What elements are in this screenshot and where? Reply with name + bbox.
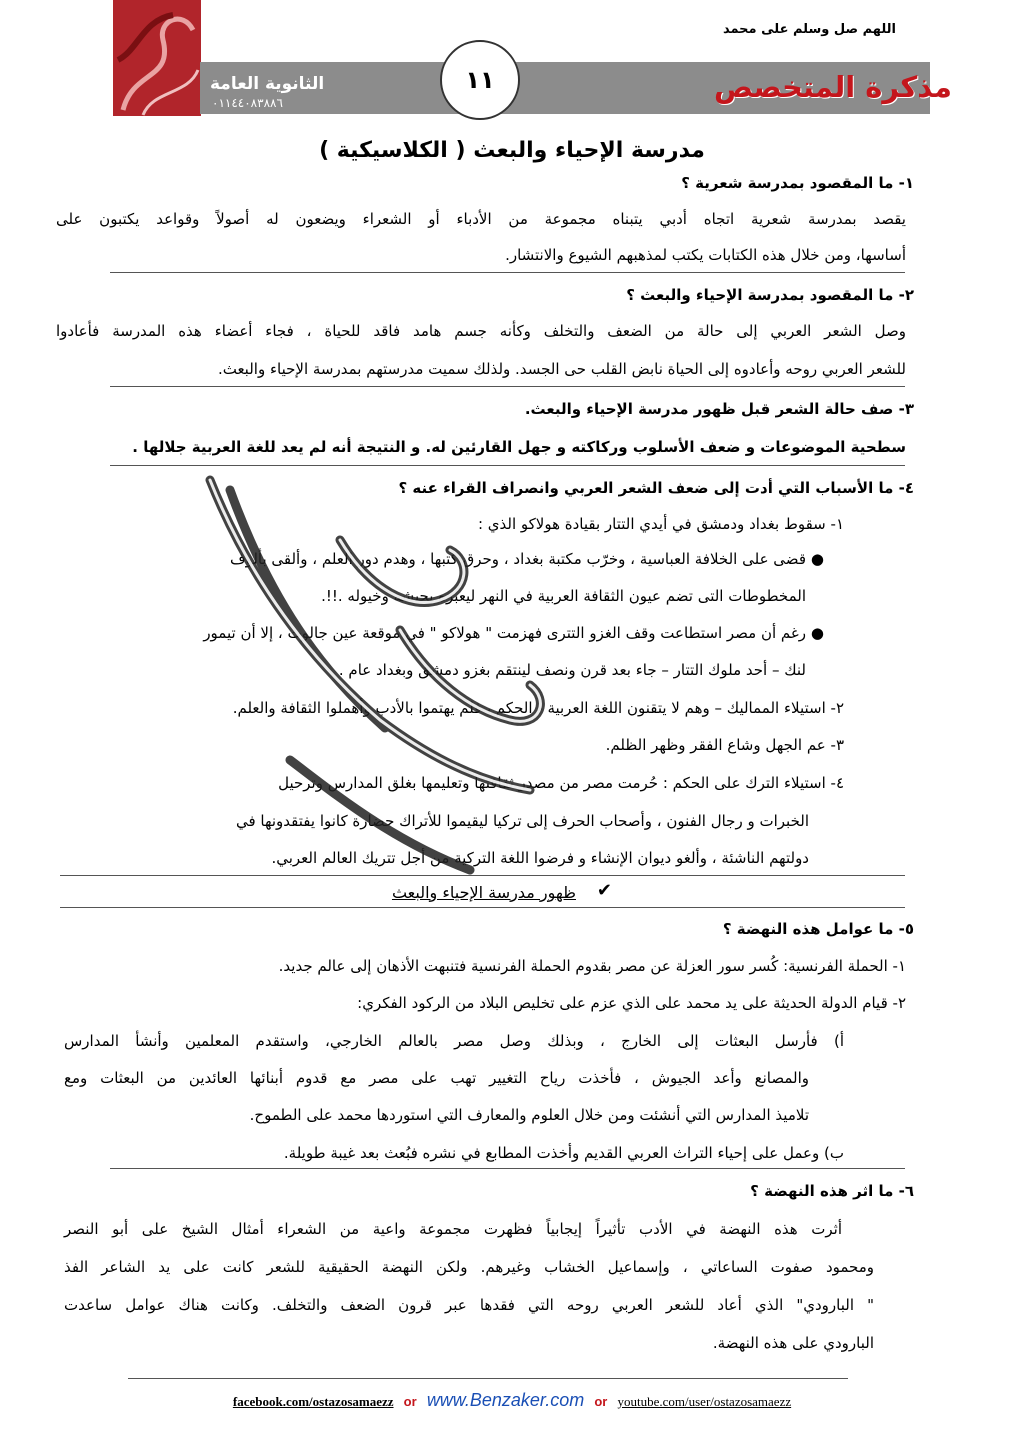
divider xyxy=(60,907,905,908)
question-4: ٤- ما الأسباب التي أدت إلى ضعف الشعر العربي وانصراف القراء عنه ؟ xyxy=(398,479,914,497)
prayer-text: اللهم صل وسلم على محمد xyxy=(722,22,896,37)
phone-number: ٠١١٤٤٠٨٣٨٨٦ xyxy=(212,96,283,110)
ornament-icon xyxy=(113,0,201,116)
q1-answer-line-1: يقصد بمدرسة شعرية اتجاه أدبي يتبناه مجموعة من الأدباء أو الشعراء ويضعون له أصولاً وقواعد يكتبون على xyxy=(56,210,906,228)
bullet-icon: ● xyxy=(810,624,824,642)
divider xyxy=(110,272,905,273)
q6-line-1: أثرت هذه النهضة في الأدب تأثيراً إيجابياً فظهرت مجموعة واعية من الشعراء أمثال الشيخ على أبو النصر xyxy=(64,1220,842,1238)
q1-answer-line-2: أساسها، ومن خلال هذه الكتابات يكتب لمذهبهم الشيوع والانتشار. xyxy=(505,246,906,264)
benzaker-link[interactable]: www.Benzaker.com xyxy=(426,1390,585,1410)
bullet-icon: ● xyxy=(810,550,824,568)
page-title: مدرسة الإحياء والبعث ( الكلاسيكية ) xyxy=(319,138,705,163)
q2-answer-line-2: للشعر العربي روحه وأعادوه إلى الحياة نابض القلب حى الجسد. ولذلك سميت مدرستهم بمدرسة الإحياء والبعث. xyxy=(217,360,906,378)
divider xyxy=(110,386,905,387)
divider xyxy=(110,465,905,466)
brand-title: مذكرة المتخصص xyxy=(714,70,952,104)
q5-item-1: ١- الحملة الفرنسية: كُسر سور العزلة عن مصر بقدوم الحملة الفرنسية فتنبهت الأذهان إلى عالم جديد. xyxy=(278,957,906,975)
q4-item-4-line-2: الخبرات و رجال الفنون ، وأصحاب الحرف إلى تركيا ليقيموا للأتراك حضارة كانوا يفتقدونها في xyxy=(235,812,809,830)
section-heading: ظهور مدرسة الإحياء والبعث xyxy=(391,883,576,902)
check-icon: ✔ xyxy=(596,880,612,901)
question-3: ٣- صف حالة الشعر قبل ظهور مدرسة الإحياء والبعث. xyxy=(524,400,914,418)
q5-b-line: ب) وعمل على إحياء التراث العربي القديم وأخذت المطابع في نشره فبُعث بعد غيبة طويلة. xyxy=(283,1144,844,1162)
question-6: ٦- ما اثر هذه النهضة ؟ xyxy=(750,1182,914,1200)
question-2: ٢- ما المقصود بمدرسة الإحياء والبعث ؟ xyxy=(626,286,914,304)
question-1: ١- ما المقصود بمدرسة شعرية ؟ xyxy=(681,174,914,192)
school-label: الثانوية العامة xyxy=(210,74,325,94)
logo-ornament xyxy=(113,0,201,116)
q5-item-2: ٢- قيام الدولة الحديثة على يد محمد على الذي عزم على تخليص البلاد من الركود الفكري: xyxy=(357,994,906,1012)
q4-item-4-line-1: ٤- استيلاء الترك على الحكم : حُرمت مصر من مصدر ثقافتها وتعليمها بغلق المدارس وترحيل xyxy=(278,774,844,792)
q4-item-3: ٣- عم الجهل وشاع الفقر وظهر الظلم. xyxy=(605,736,844,754)
or-separator: or xyxy=(594,1394,608,1409)
divider xyxy=(60,875,905,876)
q5-a-line-2: والمصانع وأعد الجيوش ، فأخذت رياح التغيير تهب على مصر مع قدوم أبنائها العائدين من البعثات ومع xyxy=(64,1069,809,1087)
q4-bullet-1-line-1: قضى على الخلافة العباسية ، وخرّب مكتبة بغداد ، وحرق كتبها ، وهدم دور العلم ، وألقى بألوف xyxy=(230,550,806,568)
or-separator: or xyxy=(403,1394,417,1409)
q3-answer: سطحية الموضوعات و ضعف الأسلوب وركاكته و جهل القارئين له. و النتيجة أنه لم يعد للغة العربية جلالها . xyxy=(132,438,906,456)
facebook-link[interactable]: facebook.com/ostazosamaezz xyxy=(232,1394,394,1409)
q6-line-2: ومحمود صفوت الساعاتي ، وإسماعيل الخشاب وغيرهم. ولكن النهضة الحقيقية للشعر كانت على يد الشاعر الفذ xyxy=(64,1258,874,1276)
question-5: ٥- ما عوامل هذه النهضة ؟ xyxy=(722,920,914,938)
page-number: ١١ xyxy=(440,40,520,120)
q4-item-2: ٢- استيلاء المماليك – وهم لا يتقنون اللغة العربية - الحكم ، فلم يهتموا بالأدب وأهملوا الثقافة والعلم. xyxy=(232,699,844,717)
q6-line-4: البارودي على هذه النهضة. xyxy=(712,1334,874,1352)
q4-bullet-2-line-2: لنك – أحد ملوك التتار – جاء بعد قرن ونصف لينتقم بغزو دمشق وبغداد عام . xyxy=(338,661,806,679)
q5-a-line-1: أ) فأرسل البعثات إلى الخارج ، وبذلك وصل مصر بالعالم الخارجي، واستقدم المعلمين وأنشأ المدارس xyxy=(64,1032,844,1050)
q4-bullet-1-line-2: المخطوطات التى تضم عيون الثقافة العربية في النهر ليعبره بجيشه وخيوله .!!. xyxy=(321,587,806,605)
footer-divider xyxy=(128,1378,848,1379)
q4-bullet-2-line-1: رغم أن مصر استطاعت وقف الغزو التترى فهزمت " هولاكو " في موقعة عين جالوت ، إلا أن تيمور xyxy=(203,624,806,642)
q5-a-line-3: تلاميذ المدارس التي أنشئت ومن خلال العلوم والمعارف التي استوردها محمد على الطموح. xyxy=(249,1106,809,1124)
q2-answer-line-1: وصل الشعر العربي إلى حالة من الضعف والتخلف وكأنه جسم هامد فاقد للحياة ، فجاء أعضاء هذه المدرسة فأعادوا xyxy=(56,322,906,340)
q4-item-4-line-3: دولتهم الناشئة ، وألغو ديوان الإنشاء و فرضوا اللغة التركية من أجل تتريك العالم العربي. xyxy=(271,849,809,867)
youtube-link[interactable]: youtube.com/user/ostazosamaezz xyxy=(617,1394,792,1409)
q6-line-3: " البارودي" الذي أعاد للشعر العربي روحه التي فقدها عبر قرون الضعف والتخلف. وكانت هناك عوامل ساعدت xyxy=(64,1296,874,1314)
q4-item-1: ١- سقوط بغداد ودمشق في أيدي التتار بقيادة هولاكو الذي : xyxy=(477,515,844,533)
footer xyxy=(0,1390,1024,1411)
divider xyxy=(110,1168,905,1169)
